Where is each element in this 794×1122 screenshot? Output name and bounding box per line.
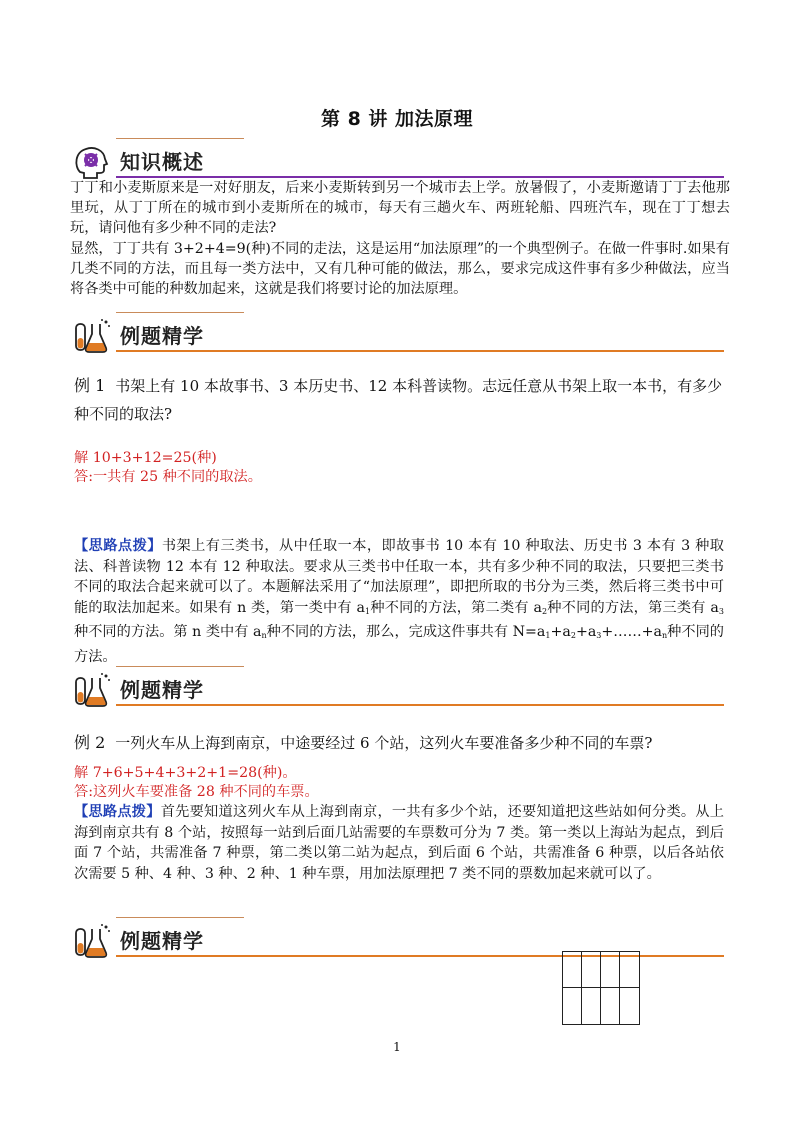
grid-figure [562,951,640,1025]
example-1-hint: 【思路点拨】书架上有三类书，从中任取一本，即故事书 10 本有 10 种取法、历史书 3 本有 3 种取法、科普读物 12 本有 12 种取法。要求从三类书中任取一本，共有多少种不同的取法，只要把三类书不同的取法合起来就可以了。本题解法采用了“加法原理”，即把所取的书分为三类，然后将三类书中可能的取法加起来。如果有 n 类，第一类中有 $a_1$种不同的方法，第二类有 $a_2$种不同的方法，第三类有 $a_3$种不同的方法。第 n 类中有 $a_n$种不同的方法，那么，完成这件事共有 $N=a_1+a_2+a_3+\dots\dots+a_n$种不同的方法。 [74,538,724,665]
example-section-header-2 [70,666,724,710]
example-heading: 例题精学 [120,929,204,953]
example-2-answer: 答:这列火车要准备 28 种不同的车票。 [74,784,319,800]
chemistry-flask-icon [72,670,112,710]
example-2-tag: 例 2 [74,733,106,752]
chemistry-flask-icon [72,921,112,961]
page-title: 第 8 讲 加法原理 [320,108,474,130]
example-2-solution: 解 7+6+5+4+3+2+1=28(种)。 [74,765,297,781]
example-1-tag: 例 1 [74,376,106,395]
hint-tag: 【思路点拨】 [74,538,162,554]
example-1-solution: 解 10+3+12=25(种) [74,450,217,466]
example-1-text: 书架上有 10 本故事书、3 本历史书、12 本科普读物。志远任意从书架上取一本书，有多少种不同的取法? [74,377,723,423]
example-1-answer: 答:一共有 25 种不同的取法。 [74,469,262,485]
chemistry-flask-icon [72,316,112,356]
knowledge-heading: 知识概述 [120,150,204,174]
hint-tag: 【思路点拨】 [74,804,161,820]
example-1-question [74,372,724,428]
example-2-hint: 【思路点拨】首先要知道这列火车从上海到南京，一共有多少个站，还要知道把这些站如何分类。从上海到南京共有 8 个站，按照每一站到后面几站需要的车票数可分为 7 类。第一类以上海站为起点，到后面 7 个站，共需准备 7 种票，第二类以第二站为起点，到后面 6 个站，共需准备 6 种票，以后各站依次需要 5 种、4 种、3 种、2 种、1 种车票，用加法原理把 7 类不同的票数加起来就可以了。 [74,804,724,882]
example-heading: 例题精学 [120,678,204,702]
example-heading: 例题精学 [120,324,204,348]
knowledge-paragraph-1: 丁丁和小麦斯原来是一对好朋友，后来小麦斯转到另一个城市去上学。放暑假了，小麦斯邀请丁丁去他那里玩，从丁丁所在的城市到小麦斯所在的城市，每天有三趟火车、两班轮船、四班汽车，现在丁丁想去玩，请问他有多少种不同的走法? [70,180,730,236]
example-2-text: 一列火车从上海到南京，中途要经过 6 个站，这列火车要准备多少种不同的车票? [115,734,653,752]
example-section-header-1 [70,312,724,356]
knowledge-paragraph-2: 显然，丁丁共有 3+2+4=9(种)不同的走法，这是运用“加法原理”的一个典型例子。在做一件事时.如果有几类不同的方法，而且每一类方法中，又有几种可能的做法，那么，要求完成这件事有多少种做法，应当将各类中可能的种数加起来，这就是我们将要讨论的加法原理。 [70,241,730,297]
knowledge-section-header [70,138,724,182]
brain-gear-icon [72,142,112,182]
example-2-question [74,729,724,757]
page-number: 1 [393,1040,401,1054]
